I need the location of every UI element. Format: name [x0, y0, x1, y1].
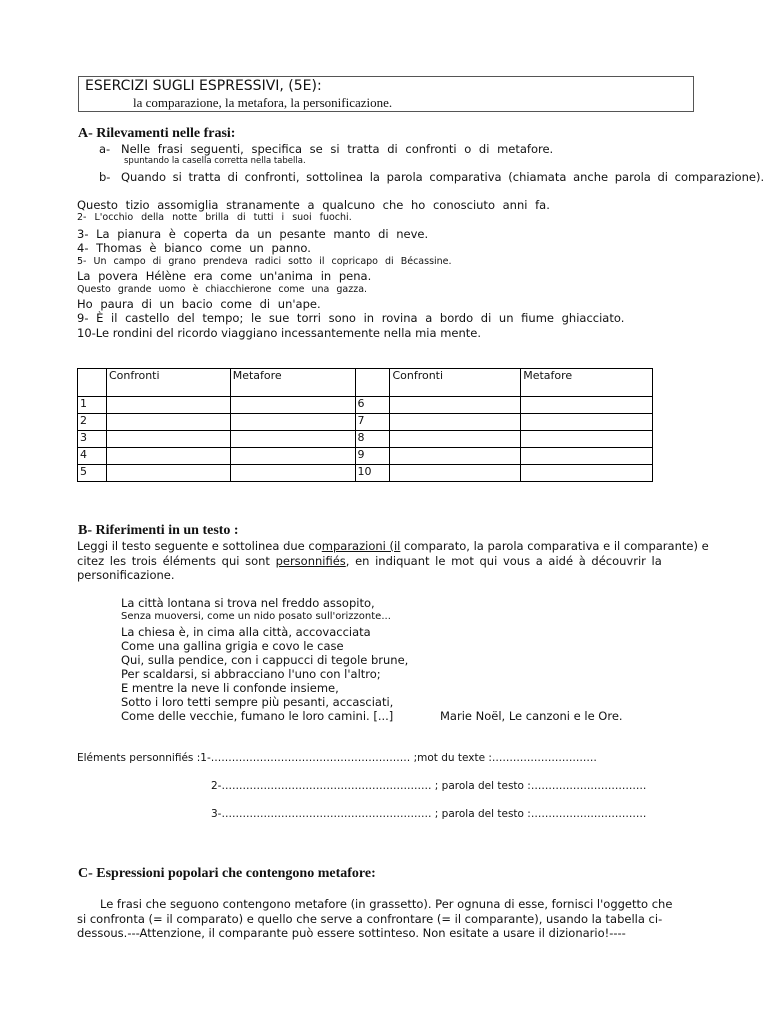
- answer-cell[interactable]: [521, 414, 653, 431]
- poem-line: La chiesa è, in cima alla città, accovacciata: [121, 625, 371, 639]
- instruction-b-text: Quando si tratta di confronti, sottolinea la parola comparativa (chiamata anche parola di comparazione).: [121, 170, 765, 184]
- row-number: 2: [78, 414, 107, 431]
- answer-cell[interactable]: [390, 397, 521, 414]
- poem-line: Per scaldarsi, si abbracciano l'uno con l'altro;: [121, 667, 381, 681]
- sentence-5: 5- Un campo di grano prendeva radici sotto il copricapo di Bécassine.: [77, 256, 452, 267]
- poem-line: Come una gallina grigia e covo le case: [121, 639, 344, 653]
- row-number: 8: [355, 431, 390, 448]
- sentence-10: 10-Le rondini del ricordo viaggiano incessantemente nella mia mente.: [77, 326, 481, 340]
- poem-line: Sotto i loro tetti sempre più pesanti, accasciati,: [121, 695, 394, 709]
- table-header-cell: Confronti: [106, 369, 230, 397]
- section-b-intro-line3: personificazione.: [77, 568, 175, 582]
- answer-cell[interactable]: [521, 431, 653, 448]
- page-title: ESERCIZI SUGLI ESPRESSIVI, (5E):: [85, 78, 322, 94]
- fill-line-2: 2-…………………………………………………… ; parola del testo :……………………………: [211, 780, 647, 792]
- row-number: 4: [78, 448, 107, 465]
- row-number: 7: [355, 414, 390, 431]
- section-c-paragraph-line2: si confronta (= il comparato) e quello che serve a confrontare (= il comparante), usando la tabella ci-: [77, 912, 663, 926]
- answer-cell[interactable]: [106, 465, 230, 482]
- table-row: [78, 397, 653, 414]
- intro-text: citez les trois éléments qui sont: [77, 554, 276, 568]
- answer-cell[interactable]: [390, 448, 521, 465]
- answer-cell[interactable]: [106, 448, 230, 465]
- poem-line: E mentre la neve li confonde insieme,: [121, 681, 339, 695]
- answer-cell[interactable]: [230, 414, 355, 431]
- table-header-row: [78, 369, 653, 397]
- poem-line: Qui, sulla pendice, con i cappucci di tegole brune,: [121, 653, 409, 667]
- poem-line: Senza muoversi, come un nido posato sull'orizzonte...: [121, 611, 391, 622]
- row-number: 9: [355, 448, 390, 465]
- answer-cell[interactable]: [521, 465, 653, 482]
- answer-cell[interactable]: [230, 397, 355, 414]
- table-row: [78, 465, 653, 482]
- underlined-text: personnifiés: [275, 554, 346, 568]
- page-subtitle: la comparazione, la metafora, la personificazione.: [133, 95, 393, 110]
- table-header-cell: Metafore: [230, 369, 355, 397]
- table-header-cell: [355, 369, 390, 397]
- underlined-text: mparazioni (il: [321, 539, 401, 553]
- instruction-b-label: b-: [99, 170, 111, 184]
- answer-cell[interactable]: [390, 414, 521, 431]
- fill-line-3: 3-…………………………………………………… ; parola del testo :……………………………: [211, 808, 647, 820]
- answer-cell[interactable]: [521, 448, 653, 465]
- instruction-a-text: Nelle frasi seguenti, specifica se si tratta di confronti o di metafore.: [121, 142, 554, 156]
- sentence-6: La povera Hélène era come un'anima in pena.: [77, 269, 372, 283]
- sentence-3: 3- La pianura è coperta da un pesante manto di neve.: [77, 227, 429, 241]
- sentence-9: 9- È il castello del tempo; le sue torri sono in rovina a bordo di un fiume ghiacciato.: [77, 311, 625, 325]
- row-number: 6: [355, 397, 390, 414]
- table-row: [78, 414, 653, 431]
- answer-cell[interactable]: [230, 465, 355, 482]
- intro-text: Leggi il testo seguente e sottolinea due co: [77, 539, 322, 553]
- sentence-2: 2- L'occhio della notte brilla di tutti i suoi fuochi.: [77, 212, 352, 223]
- table-row: [78, 448, 653, 465]
- answer-cell[interactable]: [390, 431, 521, 448]
- answer-cell[interactable]: [521, 397, 653, 414]
- intro-text: , en indiquant le mot qui vous a aidé à découvrir la: [345, 554, 662, 568]
- instruction-a-note: spuntando la casella corretta nella tabella.: [124, 156, 306, 166]
- sentence-8: Ho paura di un bacio come di un'ape.: [77, 297, 321, 311]
- section-b-intro-line2: [77, 554, 662, 568]
- poem-line: Come delle vecchie, fumano le loro camini. [...]: [121, 709, 394, 723]
- section-c-heading: C- Espressioni popolari che contengono metafore:: [78, 866, 376, 881]
- answer-cell[interactable]: [230, 431, 355, 448]
- row-number: 1: [78, 397, 107, 414]
- answer-cell[interactable]: [106, 397, 230, 414]
- intro-text: comparato, la parola comparativa e il comparante) e: [400, 539, 709, 553]
- table-header-cell: Metafore: [521, 369, 653, 397]
- section-a-heading: A- Rilevamenti nelle frasi:: [78, 126, 236, 141]
- poem-line: La città lontana si trova nel freddo assopito,: [121, 596, 375, 610]
- table-header-cell: [78, 369, 107, 397]
- answer-cell[interactable]: [390, 465, 521, 482]
- answer-cell[interactable]: [106, 414, 230, 431]
- table-row: [78, 431, 653, 448]
- table-header-cell: Confronti: [390, 369, 521, 397]
- section-b-intro-line1: [77, 539, 709, 553]
- row-number: 3: [78, 431, 107, 448]
- sentence-7: Questo grande uomo è chiacchierone come una gazza.: [77, 284, 368, 295]
- row-number: 10: [355, 465, 390, 482]
- section-c-paragraph-line3: dessous.---Attenzione, il comparante può essere sottinteso. Non esitate a usare il dizionario!----: [77, 926, 626, 940]
- answer-cell[interactable]: [106, 431, 230, 448]
- sentence-1: Questo tizio assomiglia stranamente a qualcuno che ho conosciuto anni fa.: [77, 198, 550, 212]
- answer-cell[interactable]: [230, 448, 355, 465]
- row-number: 5: [78, 465, 107, 482]
- sentence-4: 4- Thomas è bianco come un panno.: [77, 241, 311, 255]
- answer-table: [77, 368, 653, 482]
- instruction-a-label: a-: [99, 142, 111, 156]
- fill-line-1: Eléments personnifiés :1-………………………………………………… ;mot du texte :…………………………: [77, 752, 597, 764]
- section-b-heading: B- Riferimenti in un testo :: [78, 523, 239, 538]
- section-c-paragraph-line1: Le frasi che seguono contengono metafore (in grassetto). Per ognuna di esse, fornisci l'oggetto che: [100, 897, 673, 911]
- poem-attribution: Marie Noël, Le canzoni e le Ore.: [440, 709, 623, 723]
